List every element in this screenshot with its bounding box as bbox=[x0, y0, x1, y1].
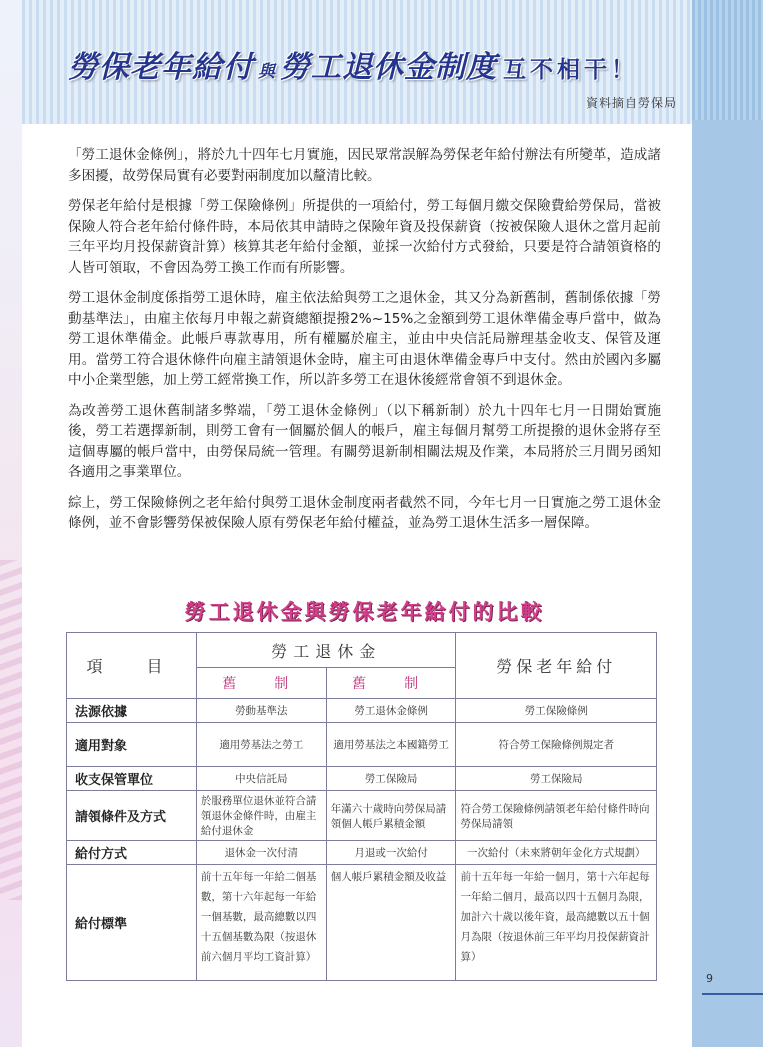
header-new-system: 舊 制 bbox=[326, 668, 456, 699]
source-note: 資料摘自勞保局 bbox=[585, 96, 677, 110]
cell-new: 適用勞基法之本國籍勞工 bbox=[326, 723, 456, 767]
cell-old: 中央信託局 bbox=[196, 767, 326, 791]
table-row bbox=[67, 791, 657, 841]
row-label: 收支保管單位 bbox=[67, 767, 197, 791]
cell-old: 適用勞基法之勞工 bbox=[196, 723, 326, 767]
cell-new: 個人帳戶累積金額及收益 bbox=[326, 865, 456, 981]
paragraph: 勞保老年給付是根據「勞工保險條例」所提供的一項給付，勞工每個月繳交保險費給勞保局，當被保險人符合老年給付條件時，本局依其申請時之保險年資及投保薪資（按被保險人退休之當月起前三年平均月投保薪資計算）核算其老年給付金額，並採一次給付方式發給，只要是符合請領資格的人皆可領取，不會因為勞工換工作而有所影響。 bbox=[68, 198, 661, 276]
table-header-row bbox=[67, 633, 657, 668]
cell-new: 月退或一次給付 bbox=[326, 841, 456, 865]
paragraph: 「勞工退休金條例」，將於九十四年七月實施，因民眾常誤解為勞保老年給付辦法有所變革，造成諸多困擾，故勞保局實有必要對兩制度加以釐清比較。 bbox=[68, 147, 661, 184]
table-row bbox=[67, 767, 657, 791]
cell-insurance: 符合勞工保險條例請領老年給付條件時向勞保局請領 bbox=[456, 791, 657, 841]
cell-new: 年滿六十歲時向勞保局請領個人帳戶累積金額 bbox=[326, 791, 456, 841]
header-old-system: 舊 制 bbox=[196, 668, 326, 699]
row-label: 給付標準 bbox=[67, 865, 197, 981]
table-row bbox=[67, 841, 657, 865]
paragraph: 為改善勞工退休舊制諸多弊端，「勞工退休金條例」（以下稱新制）於九十四年七月一日開始實施後，勞工若選擇新制，則勞工會有一個屬於個人的帳戶，雇主每個月幫勞工所提撥的退休金將存至這個專屬的帳戶當中，由勞保局統一管理。有關勞退新制相關法規及作業，本局將於三月間另函知各適用之事業單位。 bbox=[68, 402, 661, 480]
title-tail: 互不相干！ bbox=[503, 57, 638, 83]
cell-old: 退休金一次付清 bbox=[196, 841, 326, 865]
cell-new: 勞工退休金條例 bbox=[326, 699, 456, 723]
cell-insurance: 勞工保險局 bbox=[456, 767, 657, 791]
cell-insurance: 勞工保險條例 bbox=[456, 699, 657, 723]
cell-new: 勞工保險局 bbox=[326, 767, 456, 791]
row-label: 法源依據 bbox=[67, 699, 197, 723]
left-decorative-edge bbox=[0, 0, 22, 1047]
table-row bbox=[67, 723, 657, 767]
title-part2: 勞工退休金制度 bbox=[280, 50, 497, 85]
right-side-bar bbox=[692, 0, 763, 1047]
cell-insurance: 一次給付（未來將朝年金化方式規劃） bbox=[456, 841, 657, 865]
page-number: 9 bbox=[706, 972, 713, 985]
title-part1: 勞保老年給付 bbox=[68, 50, 254, 85]
title-conjunction: 與 bbox=[258, 62, 276, 82]
paragraph: 勞工退休金制度係指勞工退休時，雇主依法給與勞工之退休金，其又分為新舊制，舊制係依據「勞動基準法」，由雇主依每月申報之薪資總額提撥2%~15%之金額到勞工退休準備金專戶當中，做為勞工退休準備金。此帳戶專款專用，所有權屬於雇主，並由中央信託局辦理基金收支、保管及運用。當勞工符合退休條件向雇主請領退休金時，雇主可由退休準備金專戶中支付。然由於國內多屬中小企業型態，加上勞工經常換工作，所以許多勞工在退休後經常會領不到退休金。 bbox=[68, 290, 661, 388]
header-insurance: 勞保老年給付 bbox=[456, 633, 657, 699]
page-number-underline bbox=[702, 993, 763, 995]
paragraph: 綜上，勞工保險條例之老年給付與勞工退休金制度兩者截然不同，今年七月一日實施之勞工退休金條例，並不會影響勞保被保險人原有勞保老年給付權益，並為勞工退休生活多一層保障。 bbox=[68, 494, 661, 531]
row-label: 給付方式 bbox=[67, 841, 197, 865]
cell-old: 前十五年每一年給二個基數，第十六年起每一年給一個基數，最高總數以四十五個基數為限（按退休前六個月平均工資計算） bbox=[196, 865, 326, 981]
cell-insurance: 前十五年每一年給一個月，第十六年起每一年給二個月，最高以四十五個月為限，加計六十歲以後年資，最高總數以五十個月為限（按退休前三年平均月投保薪資計算） bbox=[456, 865, 657, 981]
comparison-table bbox=[66, 632, 657, 981]
header-labor-pension: 勞工退休金 bbox=[196, 633, 456, 668]
cell-old: 於服務單位退休並符合請領退休金條件時，由雇主給付退休金 bbox=[196, 791, 326, 841]
comparison-title: 勞工退休金與勞保老年給付的比較 bbox=[184, 600, 545, 624]
page-title bbox=[68, 42, 708, 92]
table-row bbox=[67, 699, 657, 723]
cell-insurance: 符合勞工保險條例規定者 bbox=[456, 723, 657, 767]
row-label: 請領條件及方式 bbox=[67, 791, 197, 841]
article-body bbox=[68, 145, 661, 544]
row-label: 適用對象 bbox=[67, 723, 197, 767]
table-row bbox=[67, 865, 657, 981]
cell-old: 勞動基準法 bbox=[196, 699, 326, 723]
header-item: 項 目 bbox=[67, 633, 197, 699]
